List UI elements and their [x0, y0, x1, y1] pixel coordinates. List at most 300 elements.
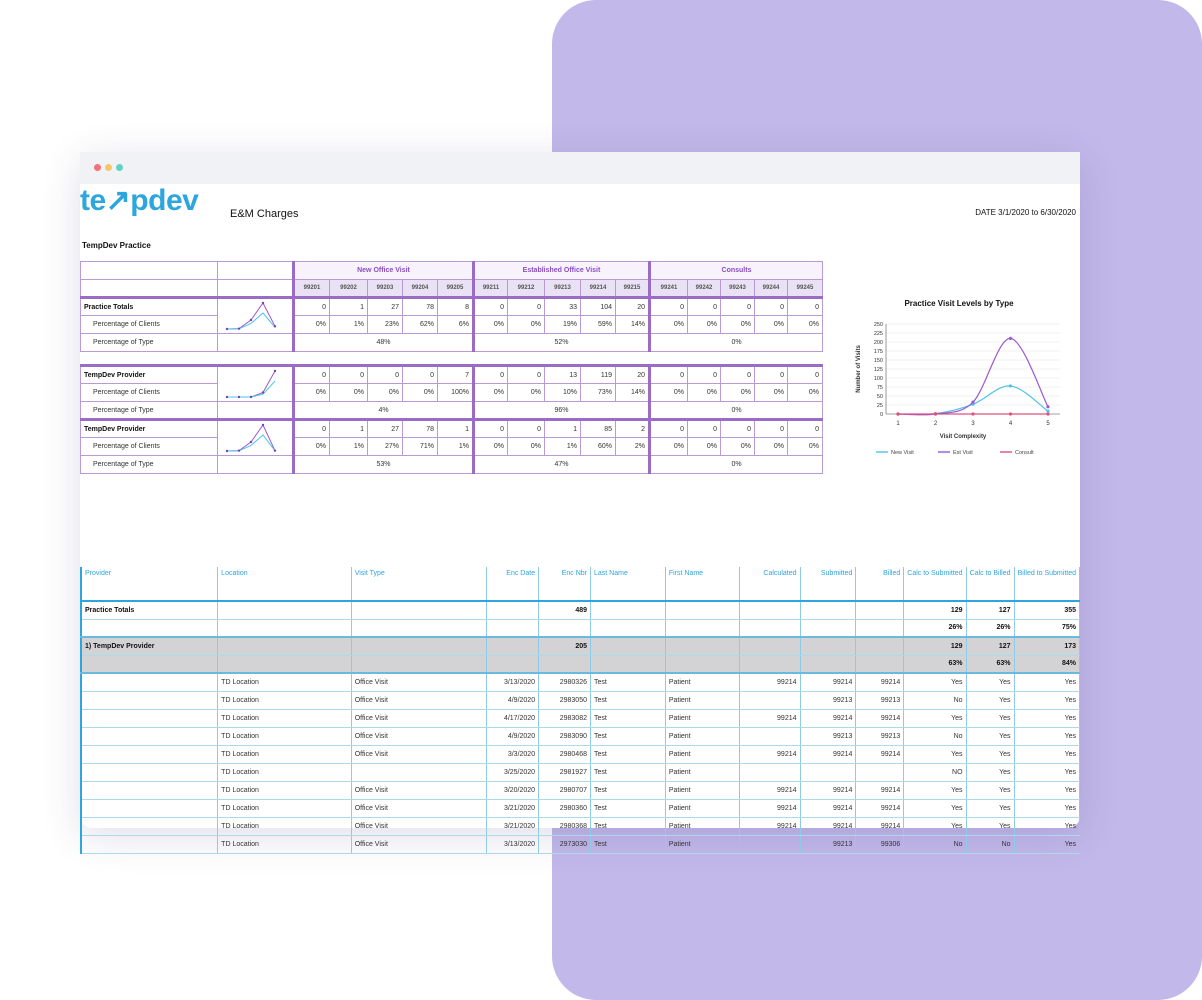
- count-cell: 0: [788, 298, 823, 316]
- encounter-cell: Patient: [665, 781, 739, 799]
- empty-cell: [351, 619, 486, 637]
- practice-label: TempDev Practice: [82, 241, 151, 250]
- empty-cell: [739, 601, 800, 619]
- empty-cell: [800, 601, 856, 619]
- pct-cell: 0%: [721, 438, 755, 456]
- pct-clients-label: Percentage of Clients: [81, 438, 218, 456]
- summary-corner-cell: [81, 280, 218, 298]
- encounter-cell: Yes: [904, 781, 966, 799]
- encounter-cell: Office Visit: [351, 673, 486, 691]
- legend-label-0: New Visit: [891, 450, 914, 456]
- window-close-dot[interactable]: [94, 164, 101, 171]
- count-cell: 0: [721, 298, 755, 316]
- count-cell: 33: [545, 298, 581, 316]
- encounter-cell: TD Location: [218, 727, 352, 745]
- encounter-cell: Yes: [966, 817, 1014, 835]
- summary-table: [80, 261, 823, 474]
- sparkline-point: [226, 396, 228, 398]
- encounter-cell: Office Visit: [351, 727, 486, 745]
- encounter-cell: [856, 763, 904, 781]
- y-tick-label: 150: [873, 358, 883, 364]
- block-name: TempDev Provider: [81, 420, 218, 438]
- encounter-cell: 4/17/2020: [487, 709, 539, 727]
- count-cell: 0: [508, 420, 545, 438]
- report-content: [80, 184, 1080, 848]
- pct-cell: 71%: [403, 438, 438, 456]
- series-point-2: [896, 412, 899, 415]
- sparkline: [221, 367, 289, 401]
- encounter-row[interactable]: [81, 781, 1080, 799]
- encounter-row[interactable]: [81, 763, 1080, 781]
- count-cell: 0: [688, 298, 721, 316]
- column-header-9[interactable]: Billed: [856, 567, 904, 601]
- cpt-code-99205: 99205: [438, 280, 474, 298]
- column-header-12[interactable]: Billed to Submitted: [1014, 567, 1079, 601]
- totals-pct-row: [81, 655, 1080, 673]
- encounter-cell: Yes: [1014, 691, 1079, 709]
- column-header-8[interactable]: Submitted: [800, 567, 856, 601]
- report-title: E&M Charges: [230, 208, 299, 220]
- encounter-cell: 99214: [739, 799, 800, 817]
- empty-cell: [856, 655, 904, 673]
- empty-cell: [218, 655, 352, 673]
- cpt-code-99204: 99204: [403, 280, 438, 298]
- count-cell: 0: [403, 366, 438, 384]
- encounter-row[interactable]: [81, 799, 1080, 817]
- pct-cell: 0%: [474, 438, 508, 456]
- encounter-cell: 99214: [856, 817, 904, 835]
- pct-cell: 0%: [294, 438, 330, 456]
- empty-cell: [739, 655, 800, 673]
- report-window: [80, 152, 1080, 848]
- count-cell: 0: [294, 366, 330, 384]
- pct-cell: 1%: [545, 438, 581, 456]
- block-counts-row: [81, 420, 823, 438]
- count-cell: 27: [368, 420, 403, 438]
- sparkline-point: [262, 424, 264, 426]
- totals-calc-submitted: 129: [904, 637, 966, 655]
- sparkline-cell: [218, 366, 294, 402]
- empty-cell: [487, 637, 539, 655]
- pct-cell: 10%: [545, 384, 581, 402]
- encounter-cell: Patient: [665, 763, 739, 781]
- pct-cell: 0%: [788, 316, 823, 334]
- type-pct-cell: 4%: [294, 402, 474, 420]
- encounter-cell: Yes: [966, 799, 1014, 817]
- empty-cell: [591, 655, 666, 673]
- encounter-cell: Patient: [665, 709, 739, 727]
- empty-cell: [665, 655, 739, 673]
- column-header-0[interactable]: Provider: [81, 567, 218, 601]
- encounter-cell: No: [904, 835, 966, 853]
- y-tick-label: 100: [873, 376, 883, 382]
- summary-spark-header: [218, 280, 294, 298]
- encounter-cell: Office Visit: [351, 799, 486, 817]
- group-header-2: Consults: [650, 262, 823, 280]
- cpt-code-99244: 99244: [755, 280, 788, 298]
- sparkline-point: [274, 370, 276, 372]
- encounter-cell: Patient: [665, 817, 739, 835]
- empty-cell: [218, 601, 352, 619]
- y-tick-label: 250: [873, 322, 883, 328]
- column-header-5[interactable]: Last Name: [591, 567, 666, 601]
- pct-cell: 0%: [650, 438, 688, 456]
- type-pct-cell: 48%: [294, 334, 474, 352]
- encounter-cell: 99214: [739, 781, 800, 799]
- encounter-cell: 3/21/2020: [487, 799, 539, 817]
- encounter-cell: 99214: [800, 781, 856, 799]
- count-cell: 0: [755, 366, 788, 384]
- x-tick-label: 3: [971, 421, 975, 427]
- y-tick-label: 200: [873, 340, 883, 346]
- empty-cell: [665, 637, 739, 655]
- encounter-cell: TD Location: [218, 817, 352, 835]
- totals-label: Practice Totals: [81, 601, 218, 619]
- count-cell: 0: [688, 366, 721, 384]
- encounter-cell: TD Location: [218, 745, 352, 763]
- pct-cell: 0%: [721, 316, 755, 334]
- count-cell: 0: [474, 366, 508, 384]
- sparkline-cell: [218, 298, 294, 334]
- encounter-cell: 2973030: [539, 835, 591, 853]
- sparkline-point: [238, 396, 240, 398]
- block-type-row: [81, 334, 823, 352]
- encounter-cell: 3/13/2020: [487, 835, 539, 853]
- encounter-row[interactable]: [81, 673, 1080, 691]
- encounter-cell: TD Location: [218, 799, 352, 817]
- encounter-cell: TD Location: [218, 673, 352, 691]
- encounter-cell: Office Visit: [351, 691, 486, 709]
- count-cell: 78: [403, 298, 438, 316]
- encounter-cell: 99213: [800, 727, 856, 745]
- pct-clients-label: Percentage of Clients: [81, 384, 218, 402]
- cpt-code-99243: 99243: [721, 280, 755, 298]
- count-cell: 7: [438, 366, 474, 384]
- series-point-2: [1009, 412, 1012, 415]
- encounter-cell: Patient: [665, 745, 739, 763]
- encounter-cell: No: [966, 835, 1014, 853]
- empty-cell: [856, 619, 904, 637]
- x-tick-label: 4: [1008, 421, 1013, 427]
- encounter-cell: No: [904, 691, 966, 709]
- column-header-4[interactable]: Enc Nbr: [539, 567, 591, 601]
- summary-code-row: [81, 280, 823, 298]
- empty-cell: [81, 619, 218, 637]
- sparkline-est-line: [227, 371, 275, 397]
- group-header-1: Established Office Visit: [474, 262, 650, 280]
- pct-cell: 0%: [688, 384, 721, 402]
- column-header-6[interactable]: First Name: [665, 567, 739, 601]
- window-maximize-dot[interactable]: [116, 164, 123, 171]
- pct-cell: 62%: [403, 316, 438, 334]
- block-type-row: [81, 456, 823, 474]
- encounter-cell: Yes: [904, 799, 966, 817]
- column-header-1[interactable]: Location: [218, 567, 352, 601]
- empty-cell: [487, 601, 539, 619]
- empty-cell: [218, 456, 294, 474]
- count-cell: 85: [581, 420, 616, 438]
- block-name: TempDev Provider: [81, 366, 218, 384]
- empty-cell: [739, 637, 800, 655]
- series-point-1: [1009, 337, 1012, 340]
- encounter-cell: 4/9/2020: [487, 727, 539, 745]
- encounter-cell: Yes: [1014, 727, 1079, 745]
- series-line-0: [898, 386, 1048, 415]
- encounter-cell: 99214: [856, 673, 904, 691]
- y-tick-label: 50: [876, 394, 883, 400]
- encounter-row[interactable]: [81, 727, 1080, 745]
- encounter-cell: 99214: [800, 745, 856, 763]
- encounter-cell: TD Location: [218, 709, 352, 727]
- pct-type-label: Percentage of Type: [81, 456, 218, 474]
- count-cell: 0: [474, 298, 508, 316]
- window-minimize-dot[interactable]: [105, 164, 112, 171]
- count-cell: 78: [403, 420, 438, 438]
- type-pct-cell: 0%: [650, 402, 823, 420]
- encounter-cell: [81, 673, 218, 691]
- chart-svg: [836, 294, 1076, 494]
- encounter-cell: [739, 727, 800, 745]
- sparkline-point: [226, 328, 228, 330]
- type-pct-cell: 0%: [650, 334, 823, 352]
- pct-cell: 14%: [616, 316, 650, 334]
- encounter-cell: 2980368: [539, 817, 591, 835]
- pct-cell: 27%: [368, 438, 403, 456]
- count-cell: 20: [616, 366, 650, 384]
- encounter-cell: 99306: [856, 835, 904, 853]
- totals-pct: 63%: [966, 655, 1014, 673]
- y-tick-label: 175: [873, 349, 883, 355]
- pct-cell: 0%: [688, 316, 721, 334]
- block-name: Practice Totals: [81, 298, 218, 316]
- encounter-cell: [81, 817, 218, 835]
- totals-count: 205: [539, 637, 591, 655]
- encounter-cell: 2980360: [539, 799, 591, 817]
- series-point-0: [1009, 384, 1012, 387]
- empty-cell: [351, 637, 486, 655]
- encounter-cell: 99214: [800, 673, 856, 691]
- encounter-cell: 3/25/2020: [487, 763, 539, 781]
- cpt-code-99245: 99245: [788, 280, 823, 298]
- encounter-cell: Yes: [904, 673, 966, 691]
- window-titlebar: [80, 152, 1080, 184]
- y-tick-label: 125: [873, 367, 883, 373]
- totals-calc-submitted: 129: [904, 601, 966, 619]
- pct-cell: 0%: [755, 384, 788, 402]
- encounter-cell: Yes: [1014, 763, 1079, 781]
- encounter-cell: Test: [591, 763, 666, 781]
- totals-pct-row: [81, 619, 1080, 637]
- empty-cell: [665, 619, 739, 637]
- sparkline-est-line: [227, 425, 275, 451]
- pct-cell: 0%: [403, 384, 438, 402]
- encounter-cell: 2983050: [539, 691, 591, 709]
- type-pct-cell: 96%: [474, 402, 650, 420]
- encounter-cell: Test: [591, 799, 666, 817]
- count-cell: 20: [616, 298, 650, 316]
- empty-cell: [665, 601, 739, 619]
- pct-cell: 60%: [581, 438, 616, 456]
- pct-cell: 73%: [581, 384, 616, 402]
- encounter-cell: 99214: [800, 817, 856, 835]
- empty-cell: [856, 637, 904, 655]
- encounter-cell: Patient: [665, 799, 739, 817]
- column-header-10[interactable]: Calc to Submitted: [904, 567, 966, 601]
- empty-cell: [218, 619, 352, 637]
- count-cell: 0: [474, 420, 508, 438]
- empty-cell: [800, 619, 856, 637]
- totals-billed-submitted: 173: [1014, 637, 1079, 655]
- encounter-cell: Yes: [1014, 781, 1079, 799]
- empty-cell: [856, 601, 904, 619]
- encounter-cell: 2980707: [539, 781, 591, 799]
- encounter-cell: Yes: [1014, 745, 1079, 763]
- totals-billed-submitted: 355: [1014, 601, 1079, 619]
- empty-cell: [591, 601, 666, 619]
- encounter-cell: 99214: [739, 817, 800, 835]
- count-cell: 0: [788, 420, 823, 438]
- pct-cell: 0%: [294, 316, 330, 334]
- cpt-code-99211: 99211: [474, 280, 508, 298]
- encounter-cell: 99214: [856, 781, 904, 799]
- sparkline-point: [238, 449, 240, 451]
- date-range: DATE 3/1/2020 to 6/30/2020: [975, 208, 1076, 217]
- type-pct-cell: 52%: [474, 334, 650, 352]
- sparkline-point: [262, 302, 264, 304]
- pct-cell: 0%: [755, 438, 788, 456]
- count-cell: 0: [508, 298, 545, 316]
- encounter-cell: 99214: [739, 673, 800, 691]
- empty-cell: [591, 637, 666, 655]
- encounter-cell: 3/21/2020: [487, 817, 539, 835]
- encounter-cell: 99213: [800, 691, 856, 709]
- encounter-cell: [81, 835, 218, 853]
- encounter-cell: 3/3/2020: [487, 745, 539, 763]
- encounter-cell: Test: [591, 817, 666, 835]
- encounter-cell: 99214: [800, 709, 856, 727]
- encounter-cell: [81, 799, 218, 817]
- encounter-cell: Patient: [665, 673, 739, 691]
- count-cell: 0: [294, 420, 330, 438]
- empty-cell: [539, 619, 591, 637]
- pct-cell: 100%: [438, 384, 474, 402]
- pct-cell: 6%: [438, 316, 474, 334]
- count-cell: 0: [650, 298, 688, 316]
- y-tick-label: 225: [873, 331, 883, 337]
- count-cell: 0: [755, 298, 788, 316]
- cpt-code-99213: 99213: [545, 280, 581, 298]
- cpt-code-99212: 99212: [508, 280, 545, 298]
- sparkline-point: [250, 441, 252, 443]
- encounter-row[interactable]: [81, 745, 1080, 763]
- totals-row: [81, 637, 1080, 655]
- encounter-cell: 2980468: [539, 745, 591, 763]
- count-cell: 0: [650, 366, 688, 384]
- empty-cell: [487, 655, 539, 673]
- count-cell: 0: [721, 366, 755, 384]
- totals-pct: 63%: [904, 655, 966, 673]
- y-tick-label: 75: [876, 385, 883, 391]
- count-cell: 0: [368, 366, 403, 384]
- pct-cell: 59%: [581, 316, 616, 334]
- y-axis-label: Number of Visits: [856, 345, 862, 393]
- encounter-row[interactable]: [81, 835, 1080, 853]
- encounter-cell: Patient: [665, 727, 739, 745]
- sparkline: [221, 299, 289, 333]
- count-cell: 27: [368, 298, 403, 316]
- tempdev-logo: te↗pdev: [80, 184, 199, 217]
- encounter-cell: 2981927: [539, 763, 591, 781]
- column-header-2[interactable]: Visit Type: [351, 567, 486, 601]
- sparkline-point: [274, 449, 276, 451]
- count-cell: 0: [688, 420, 721, 438]
- x-tick-label: 1: [896, 421, 900, 427]
- block-type-row: [81, 402, 823, 420]
- encounter-cell: Yes: [966, 763, 1014, 781]
- count-cell: 1: [330, 420, 368, 438]
- encounter-cell: [81, 763, 218, 781]
- empty-cell: [218, 402, 294, 420]
- count-cell: 0: [508, 366, 545, 384]
- column-header-7[interactable]: Calculated: [739, 567, 800, 601]
- encounter-cell: 2983082: [539, 709, 591, 727]
- sparkline-cell: [218, 420, 294, 456]
- chart-title: Practice Visit Levels by Type: [904, 299, 1014, 308]
- count-cell: 0: [788, 366, 823, 384]
- block-spacer: [81, 352, 823, 366]
- encounter-row[interactable]: [81, 817, 1080, 835]
- series-point-2: [1046, 412, 1049, 415]
- empty-cell: [81, 655, 218, 673]
- x-axis-label: Visit Complexity: [939, 434, 987, 440]
- encounter-cell: 3/13/2020: [487, 673, 539, 691]
- detail-table: [80, 567, 1080, 854]
- count-cell: 0: [330, 366, 368, 384]
- encounter-cell: Office Visit: [351, 835, 486, 853]
- totals-calc-billed: 127: [966, 637, 1014, 655]
- encounter-row[interactable]: [81, 691, 1080, 709]
- pct-cell: 1%: [330, 316, 368, 334]
- count-cell: 1: [438, 420, 474, 438]
- encounter-cell: [739, 835, 800, 853]
- pct-clients-label: Percentage of Clients: [81, 316, 218, 334]
- empty-cell: [351, 655, 486, 673]
- encounter-cell: [81, 709, 218, 727]
- encounter-cell: Yes: [904, 709, 966, 727]
- totals-calc-billed: 127: [966, 601, 1014, 619]
- column-header-3[interactable]: Enc Date: [487, 567, 539, 601]
- y-tick-label: 0: [879, 412, 883, 418]
- series-point-1: [1046, 405, 1049, 408]
- totals-label: 1) TempDev Provider: [81, 637, 218, 655]
- count-cell: 1: [545, 420, 581, 438]
- column-header-11[interactable]: Calc to Billed: [966, 567, 1014, 601]
- encounter-cell: Test: [591, 835, 666, 853]
- sparkline-est-line: [227, 303, 275, 329]
- pct-cell: 0%: [294, 384, 330, 402]
- pct-cell: 0%: [721, 384, 755, 402]
- cpt-code-99203: 99203: [368, 280, 403, 298]
- count-cell: 0: [294, 298, 330, 316]
- encounter-cell: NO: [904, 763, 966, 781]
- pct-cell: 1%: [330, 438, 368, 456]
- encounter-cell: [81, 745, 218, 763]
- encounter-cell: Yes: [966, 781, 1014, 799]
- encounter-row[interactable]: [81, 709, 1080, 727]
- encounter-cell: Yes: [966, 727, 1014, 745]
- pct-cell: 0%: [755, 316, 788, 334]
- legend-label-2: Consult: [1015, 450, 1034, 456]
